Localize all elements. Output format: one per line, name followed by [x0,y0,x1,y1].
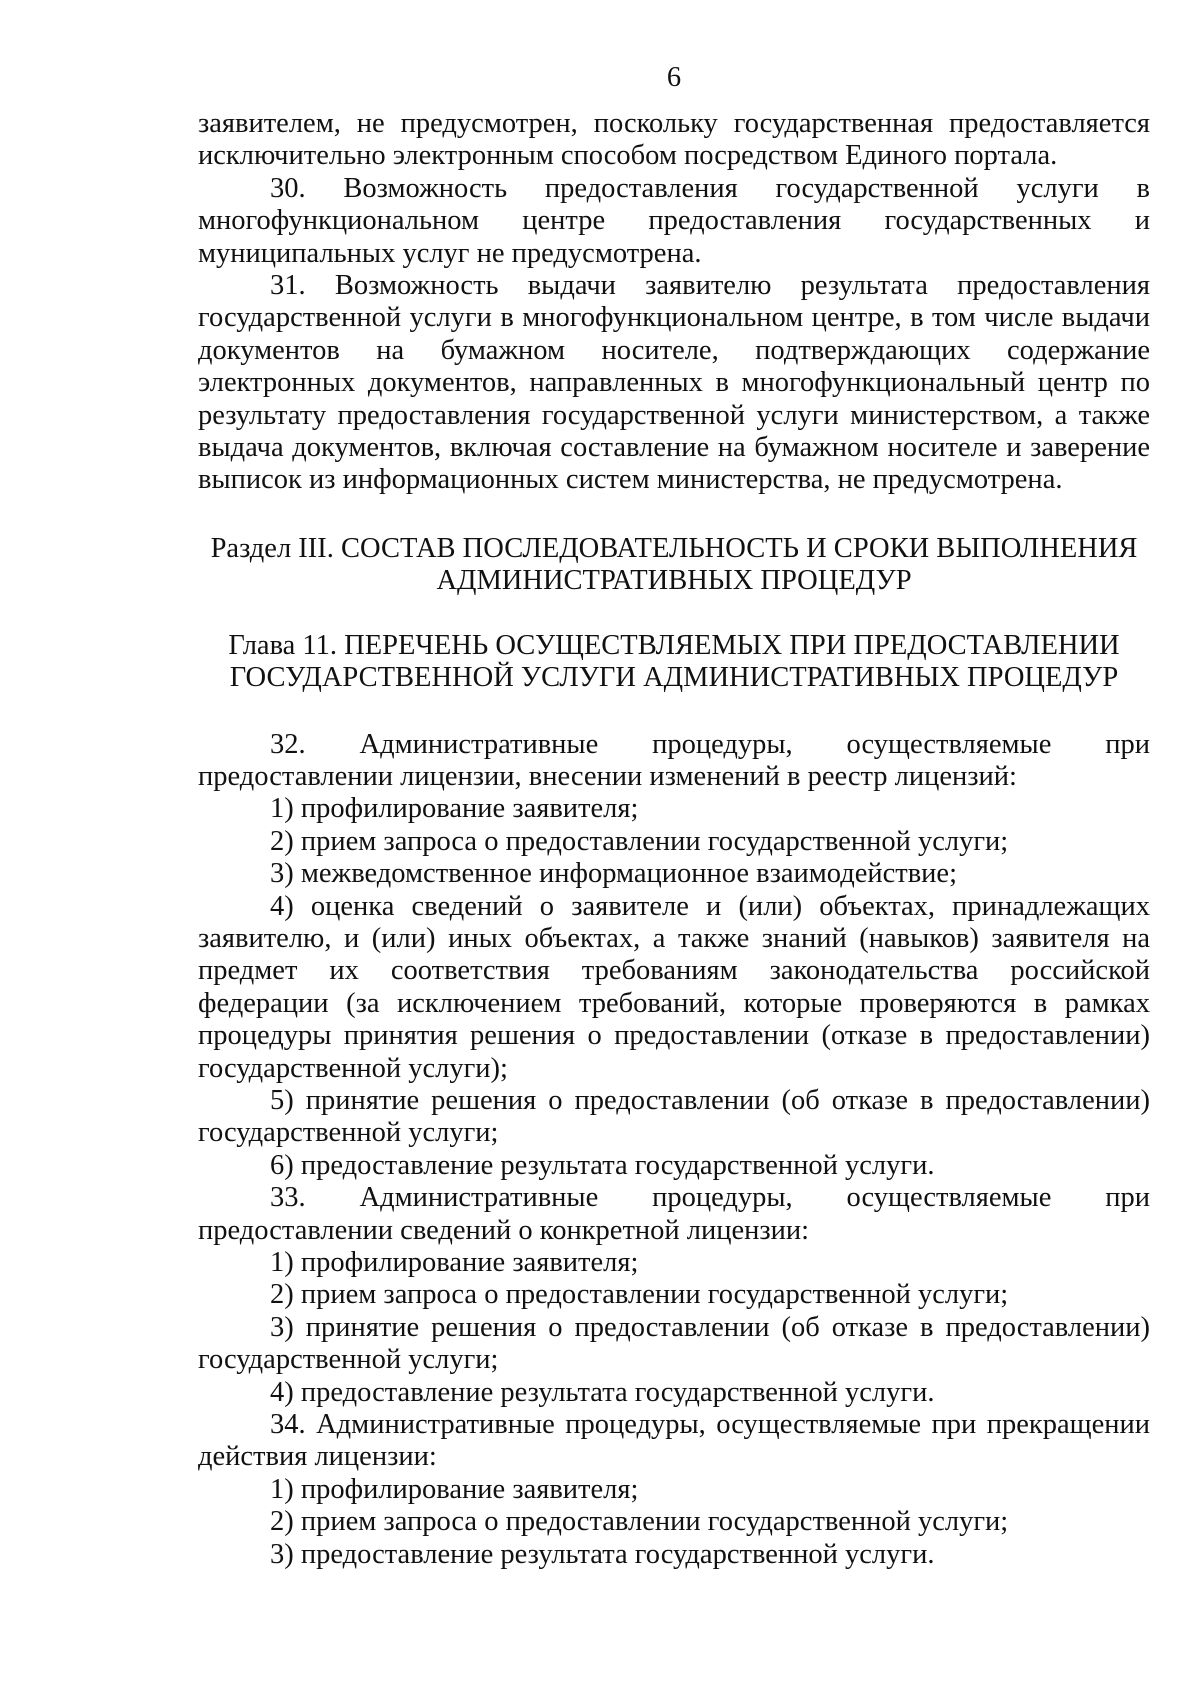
list-item: 1) профилирование заявителя; [270,793,639,825]
list-item: 4) предоставление результата государственной услуги. [270,1376,935,1408]
list-item: 1) профилирование заявителя; [270,1247,639,1278]
page-number: 6 [666,62,682,93]
paragraph-30: 30. Возможность предоставления государственной услуги в многофункциональном центре предоставления государственных и муниципальных услуг не предусмотрена. [198,172,1150,269]
document-page [198,62,1150,1571]
section-heading-line-1: Раздел III. СОСТАВ ПОСЛЕДОВАТЕЛЬНОСТЬ И СРОКИ ВЫПОЛНЕНИЯ [210,532,1138,564]
list-item: 4) оценка сведений о заявителе и (или) объектах, принадлежащих заявителю, и (или) иных объектах, а также знаний (навыков) заявителя на предмет их соответствия требованиям законодательства российской федерации (за исключением требований, которые проверяются в рамках процедуры принятия решения о предоставлении (отказе в предоставлении) государственной услуги); [198,890,1150,1084]
list-item: 6) предоставление результата государственной услуги. [270,1149,935,1181]
section-heading [198,533,1150,598]
list-item: 3) предоставление результата государственной услуги. [270,1538,935,1570]
chapter-heading-line-2: ГОСУДАРСТВЕННОЙ УСЛУГИ АДМИНИСТРАТИВНЫХ ПРОЦЕДУР [229,662,1119,694]
continuation-paragraph: заявителем, не предусмотрен, поскольку государственная предоставляется исключительно электронным способом посредством Единого портала. [198,108,1150,172]
paragraph-33-intro: 33. Административные процедуры, осуществляемые при предоставлении сведений о конкретной лицензии: [198,1182,1150,1246]
list-item: 1) профилирование заявителя; [270,1473,639,1505]
paragraph-34-intro: 34. Административные процедуры, осуществляемые при прекращении действия лицензии: [198,1409,1150,1473]
list-item: 3) принятие решения о предоставлении (об отказе в предоставлении) государственной услуги; [198,1311,1150,1376]
paragraph-32-intro: 32. Административные процедуры, осуществляемые при предоставлении лицензии, внесении изменений в реестр лицензий: [198,728,1150,792]
chapter-heading-line-1: Глава 11. ПЕРЕЧЕНЬ ОСУЩЕСТВЛЯЕМЫХ ПРИ ПРЕДОСТАВЛЕНИИ [228,629,1120,661]
list-item: 5) принятие решения о предоставлении (об отказе в предоставлении) государственной услуги; [198,1084,1150,1149]
paragraph-31: 31. Возможность выдачи заявителю результата предоставления государственной услуги в многофункциональном центре, в том числе выдачи документов на бумажном носителе, подтверждающих содержание электронных документов, направленных в многофункциональный центр по результату предоставления государственной услуги министерством, а также выдача документов, включая составление на бумажном носителе и заверение выписок из информационных систем министерства, не предусмотрена. [198,270,1150,496]
list-item: 2) прием запроса о предоставлении государственной услуги; [270,825,1009,857]
chapter-heading [198,630,1150,695]
list-item: 2) прием запроса о предоставлении государственной услуги; [270,1506,1009,1538]
list-item: 2) прием запроса о предоставлении государственной услуги; [270,1279,1009,1311]
section-heading-line-2: АДМИНИСТРАТИВНЫХ ПРОЦЕДУР [436,565,912,597]
list-item: 3) межведомственное информационное взаимодействие; [270,858,957,890]
